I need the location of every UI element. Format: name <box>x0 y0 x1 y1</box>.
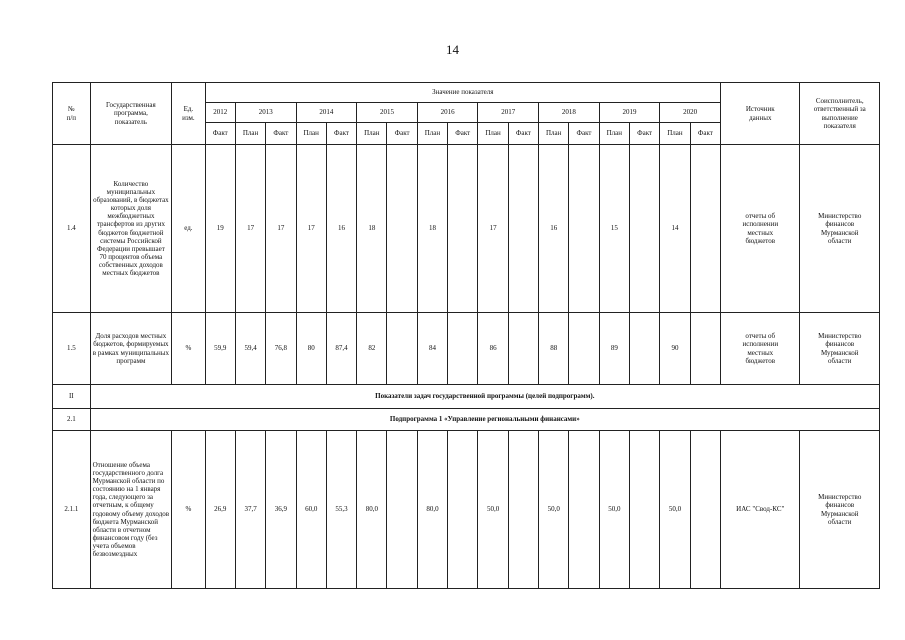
value-cell: 84 <box>417 313 447 385</box>
value-cell: 89 <box>599 313 629 385</box>
value-cell: 80 <box>296 313 326 385</box>
value-cell: 16 <box>539 145 569 313</box>
year-2012: 2012 <box>205 103 235 123</box>
header-executor: Соисполнитель, ответственный за выполнение показателя <box>800 83 880 145</box>
value-cell: 87,4 <box>326 313 356 385</box>
value-cell <box>508 431 538 589</box>
row-num: 1.5 <box>53 313 91 385</box>
sub-header: План <box>235 123 265 145</box>
value-cell: 17 <box>266 145 296 313</box>
value-cell: 59,9 <box>205 313 235 385</box>
value-cell: 50,0 <box>539 431 569 589</box>
header-num: № п/п <box>53 83 91 145</box>
year-2016: 2016 <box>417 103 478 123</box>
year-2014: 2014 <box>296 103 357 123</box>
source-cell: ИАС "Свод-КС" <box>721 431 800 589</box>
value-cell: 15 <box>599 145 629 313</box>
value-cell <box>508 313 538 385</box>
header-program: Государственная программа, показатель <box>90 83 172 145</box>
table-row <box>53 145 880 313</box>
indicators-table <box>52 82 880 589</box>
year-2017: 2017 <box>478 103 539 123</box>
unit: ед. <box>172 145 205 313</box>
sub-header: План <box>478 123 508 145</box>
value-cell <box>448 313 478 385</box>
indicator-name: Доля расходов местных бюджетов, формируемых в рамках муниципальных программ <box>90 313 172 385</box>
value-cell: 17 <box>296 145 326 313</box>
value-cell: 16 <box>326 145 356 313</box>
sub-header: Факт <box>387 123 417 145</box>
year-2018: 2018 <box>539 103 600 123</box>
table-row <box>53 431 880 589</box>
value-cell: 80,0 <box>357 431 387 589</box>
section-row <box>53 385 880 409</box>
value-cell: 55,3 <box>326 431 356 589</box>
value-cell <box>629 145 659 313</box>
page-number: 14 <box>446 42 459 57</box>
executor-cell: Министерство финансов Мурманской области <box>800 431 880 589</box>
value-cell: 37,7 <box>235 431 265 589</box>
sub-header: Факт <box>569 123 599 145</box>
sub-header: План <box>296 123 326 145</box>
row-num: 2.1.1 <box>53 431 91 589</box>
unit: % <box>172 313 205 385</box>
table-row <box>53 313 880 385</box>
indicator-name: Отношение объема государственного долга Мурманской области по состоянию на 1 января года, следующего за отчетным, к общему годовому объему доходов бюджета Мурманской области в отчетном финансовом году (без учета объемов безвозмездных <box>90 431 172 589</box>
value-cell <box>690 313 720 385</box>
value-cell <box>387 431 417 589</box>
year-2013: 2013 <box>235 103 296 123</box>
value-cell: 14 <box>660 145 690 313</box>
sub-header: Факт <box>629 123 659 145</box>
sub-header: Факт <box>690 123 720 145</box>
value-cell: 90 <box>660 313 690 385</box>
value-cell <box>569 145 599 313</box>
sub-header: План <box>660 123 690 145</box>
value-cell: 60,0 <box>296 431 326 589</box>
sub-header: Факт <box>266 123 296 145</box>
row-num: II <box>53 385 91 409</box>
section-title: Показатели задач государственной программы (целей подпрограмм). <box>90 385 879 409</box>
value-cell <box>387 145 417 313</box>
value-cell <box>569 431 599 589</box>
sub-header: План <box>539 123 569 145</box>
sub-header: План <box>599 123 629 145</box>
header-unit: Ед. изм. <box>172 83 205 145</box>
value-cell <box>629 313 659 385</box>
row-num: 1.4 <box>53 145 91 313</box>
sub-header: Факт <box>508 123 538 145</box>
unit: % <box>172 431 205 589</box>
row-num: 2.1 <box>53 409 91 431</box>
header-source: Источник данных <box>721 83 800 145</box>
value-cell: 50,0 <box>660 431 690 589</box>
value-cell <box>629 431 659 589</box>
sub-header: Факт <box>448 123 478 145</box>
value-cell: 59,4 <box>235 313 265 385</box>
value-cell <box>690 145 720 313</box>
value-cell <box>387 313 417 385</box>
value-cell: 19 <box>205 145 235 313</box>
source-cell: отчеты об исполнении местных бюджетов <box>721 313 800 385</box>
indicator-name: Количество муниципальных образований, в бюджетах которых доля межбюджетных трансфертов из других бюджетов бюджетной системы Российской Федерации превышает 70 процентов объема собственных доходов местных бюджетов <box>90 145 172 313</box>
year-2020: 2020 <box>660 103 721 123</box>
sub-header: Факт <box>205 123 235 145</box>
value-cell: 50,0 <box>599 431 629 589</box>
sub-header: План <box>357 123 387 145</box>
executor-cell: Министерство финансов Мурманской области <box>800 145 880 313</box>
value-cell: 50,0 <box>478 431 508 589</box>
year-2019: 2019 <box>599 103 660 123</box>
value-cell: 36,9 <box>266 431 296 589</box>
executor-cell: Министерство финансов Мурманской области <box>800 313 880 385</box>
value-cell <box>508 145 538 313</box>
section-row <box>53 409 880 431</box>
value-cell: 76,8 <box>266 313 296 385</box>
header-row-1 <box>53 83 880 103</box>
value-cell: 18 <box>357 145 387 313</box>
header-value: Значение показателя <box>205 83 720 103</box>
source-cell: отчеты об исполнении местных бюджетов <box>721 145 800 313</box>
value-cell: 80,0 <box>417 431 447 589</box>
value-cell: 18 <box>417 145 447 313</box>
year-2015: 2015 <box>357 103 418 123</box>
value-cell: 82 <box>357 313 387 385</box>
value-cell: 86 <box>478 313 508 385</box>
value-cell: 88 <box>539 313 569 385</box>
value-cell: 17 <box>478 145 508 313</box>
sub-header: Факт <box>326 123 356 145</box>
section-title: Подпрограмма 1 «Управление региональными финансами» <box>90 409 879 431</box>
value-cell <box>448 431 478 589</box>
value-cell: 17 <box>235 145 265 313</box>
value-cell: 26,9 <box>205 431 235 589</box>
sub-header: План <box>417 123 447 145</box>
value-cell <box>569 313 599 385</box>
value-cell <box>690 431 720 589</box>
value-cell <box>448 145 478 313</box>
